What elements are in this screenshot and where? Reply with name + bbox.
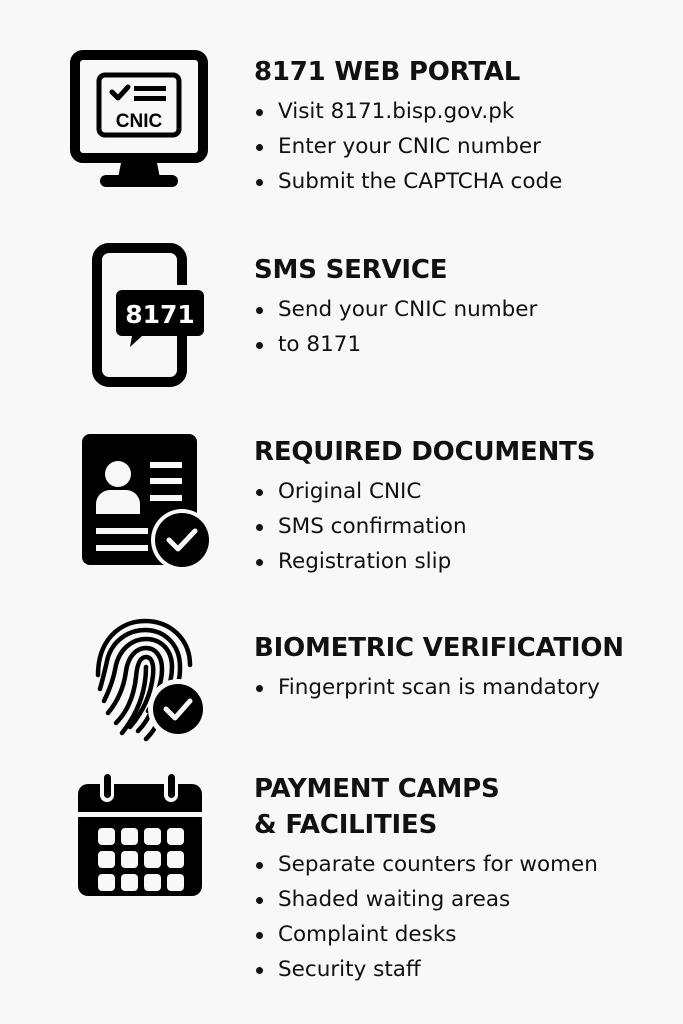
bullet-list xyxy=(254,474,595,579)
bullet-dot xyxy=(256,559,263,566)
section-title: BIOMETRIC VERIFICATION xyxy=(254,633,624,663)
web-portal-text xyxy=(254,54,562,199)
bullet-dot xyxy=(256,342,263,349)
sms-number-label: 8171 xyxy=(125,300,195,329)
list-item xyxy=(254,882,598,917)
bullet-dot xyxy=(256,967,263,974)
section-title: 8171 WEB PORTAL xyxy=(254,57,521,87)
list-item-text: Security staff xyxy=(278,957,421,982)
list-item xyxy=(254,164,562,199)
payment-camps-text xyxy=(254,771,598,987)
section-title-line-2: & FACILITIES xyxy=(254,810,438,840)
list-item-text: Fingerprint scan is mandatory xyxy=(278,675,600,700)
list-item-text: Separate counters for women xyxy=(278,852,598,877)
bullet-dot xyxy=(256,897,263,904)
biometric-verification-text xyxy=(254,630,624,705)
bullet-dot xyxy=(256,179,263,186)
sms-service-text xyxy=(254,252,537,362)
section-title-line-1: PAYMENT CAMPS xyxy=(254,774,500,804)
list-item-text: Registration slip xyxy=(278,549,452,574)
list-item-text: Visit 8171.bisp.gov.pk xyxy=(278,99,515,124)
list-item xyxy=(254,129,562,164)
list-item xyxy=(254,670,624,705)
bullet-list xyxy=(254,292,537,362)
bullet-list xyxy=(254,847,598,987)
bullet-dot xyxy=(256,109,263,116)
list-item xyxy=(254,544,595,579)
list-item xyxy=(254,474,595,509)
required-documents-text xyxy=(254,434,595,579)
list-item-text: Send your CNIC number xyxy=(278,297,538,322)
bullet-dot xyxy=(256,489,263,496)
bullet-dot xyxy=(256,685,263,692)
list-item-text: Submit the CAPTCHA code xyxy=(278,169,563,194)
list-item xyxy=(254,292,537,327)
list-item-text: Shaded waiting areas xyxy=(278,887,511,912)
list-item-text: Enter your CNIC number xyxy=(278,134,541,159)
list-item xyxy=(254,917,598,952)
list-item-text: Original CNIC xyxy=(278,479,422,504)
bullet-list xyxy=(254,94,562,199)
section-title: SMS SERVICE xyxy=(254,255,448,285)
list-item xyxy=(254,847,598,882)
bullet-dot xyxy=(256,144,263,151)
monitor-cnic-icon xyxy=(70,50,210,190)
section-title xyxy=(254,771,598,843)
list-item-text: Complaint desks xyxy=(278,922,457,947)
bullet-dot xyxy=(256,862,263,869)
bullet-dot xyxy=(256,524,263,531)
cnic-label: CNIC xyxy=(115,111,163,132)
fingerprint-check-icon xyxy=(90,615,210,745)
id-document-check-icon xyxy=(80,432,215,572)
bullet-dot xyxy=(256,307,263,314)
list-item xyxy=(254,327,537,362)
list-item xyxy=(254,509,595,544)
calendar-icon xyxy=(76,772,206,900)
section-title: REQUIRED DOCUMENTS xyxy=(254,437,596,467)
bullet-list xyxy=(254,670,624,705)
bullet-dot xyxy=(256,932,263,939)
list-item xyxy=(254,94,562,129)
list-item-text: to 8171 xyxy=(278,332,362,357)
list-item-text: SMS confirmation xyxy=(278,514,467,539)
list-item xyxy=(254,952,598,987)
smartphone-sms-icon xyxy=(92,243,207,388)
